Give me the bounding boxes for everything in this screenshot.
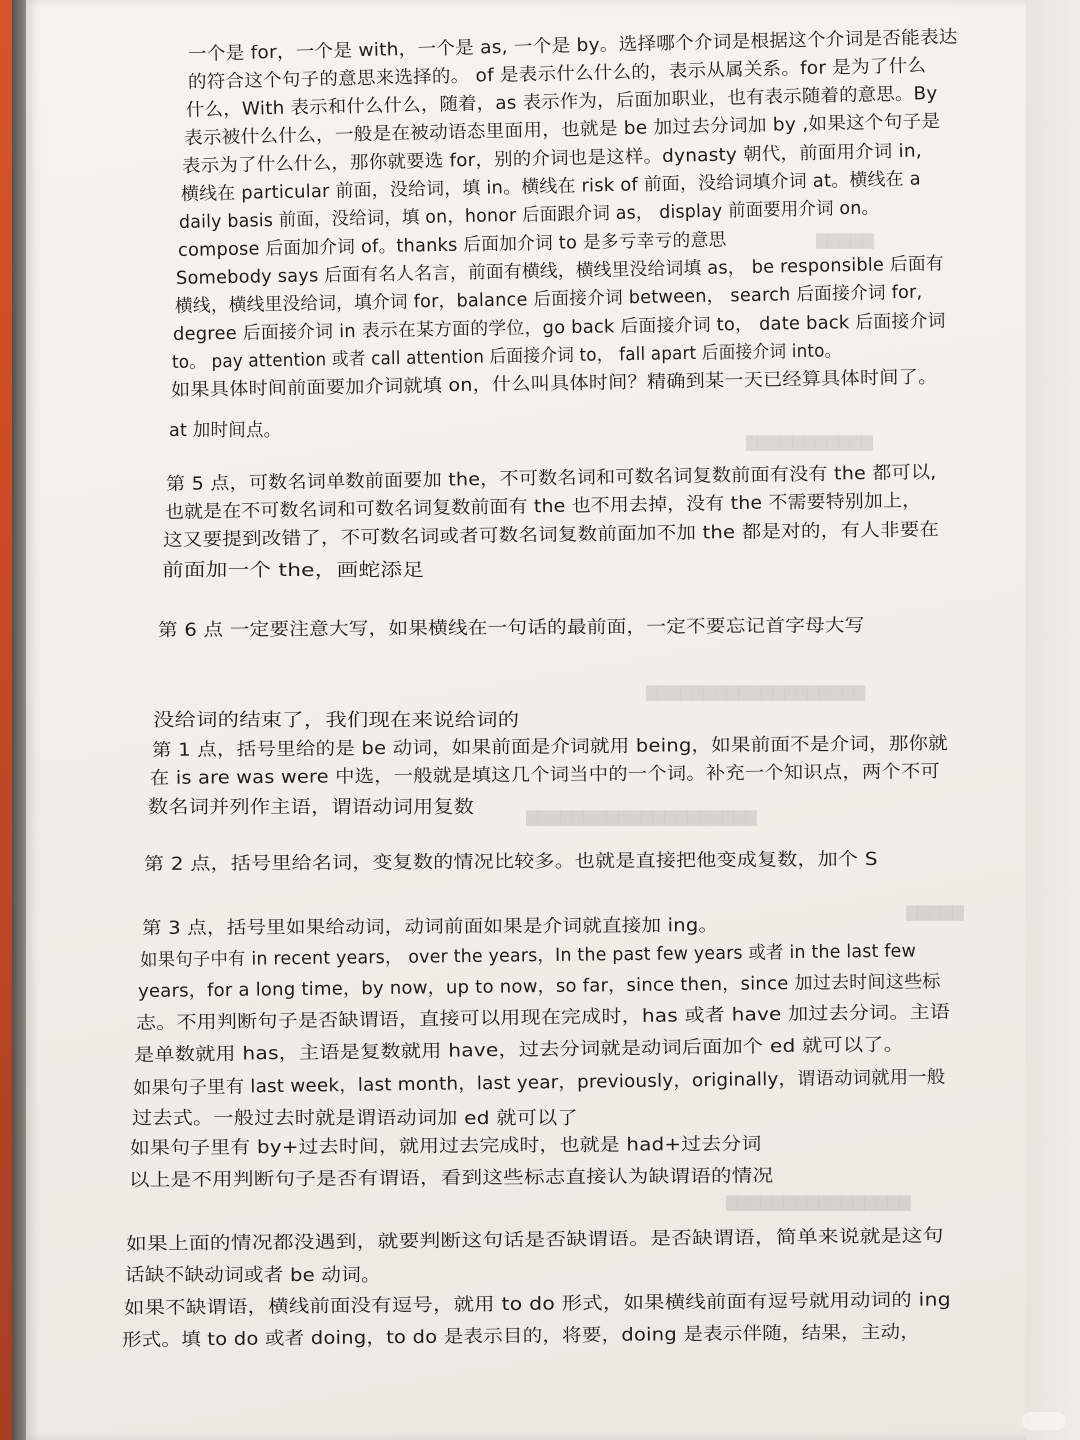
text-line: 第 5 点，可数名词单数前面要加 the，不可数名词和可数名词复数前面有没有 the 都可以, xyxy=(165,461,937,495)
text-line: 这又要提到改错了，不可数名词或者可数名词复数前面加不加 the 都是对的，有人非要在 xyxy=(162,519,940,551)
bleed-through-text: ▇▇▇▇▇ xyxy=(906,903,964,921)
text-line: compose 后面加介词 of。thanks 后面加介词 to 是多亏幸亏的意思 xyxy=(177,229,727,261)
text-line: 话缺不缺动词或者 be 动词。 xyxy=(125,1265,381,1286)
text-line: 如果句子里有 last week，last month，last year，previously，originally，谓语动词就用一般 xyxy=(132,1066,946,1099)
bleed-through-text: ▇▇▇▇▇▇▇▇▇▇▇ xyxy=(746,433,873,451)
text-line: 如果具体时间前面要加介词就填 on，什么叫具体时间？精确到某一天已经算具体时间了。 xyxy=(170,366,938,401)
book-edge-red xyxy=(0,0,12,1440)
book-edge-shadow xyxy=(12,0,26,1440)
text-line: degree 后面接介词 in 表示在某方面的学位，go back 后面接介词 to， date back 后面接介词 xyxy=(172,310,946,345)
text-line: 第 1 点，括号里给的是 be 动词，如果前面是介词就用 being，如果前面不是介词，那你就 xyxy=(151,733,949,761)
text-line: 第 2 点，括号里给名词，变复数的情况比较多。也就是直接把他变成复数，加个 S xyxy=(143,848,878,875)
text-line: 一个是 for，一个是 with，一个是 as, 一个是 by。选择哪个介词是根据这个介词是否能表达 xyxy=(187,26,958,65)
text-line: 第 3 点，括号里如果给动词，动词前面如果是介词就直接加 ing。 xyxy=(141,914,719,939)
bleed-through-text: ▇▇▇▇▇▇▇▇▇▇▇▇▇▇▇▇▇▇▇▇ xyxy=(526,808,757,826)
text-line: 在 is are was were 中选，一般就是填这几个词当中的一个词。补充一个知识点，两个不可 xyxy=(149,761,941,789)
text-line: 前面加一个 the，画蛇添足 xyxy=(162,560,425,581)
background-paper-right xyxy=(1020,0,1080,1440)
text-line: at 加时间点。 xyxy=(169,420,282,441)
text-line: daily basis 前面，没给词，填 on，honor 后面跟介词 as， display 前面要用介词 on。 xyxy=(178,197,880,233)
text-line: 横线，横线里没给词，填介词 for，balance 后面接介词 between， search 后面接介词 for, xyxy=(174,281,923,317)
text-line: 形式。填 to do 或者 doing，to do 是表示目的，将要，doing 是表示伴随，结果，主动， xyxy=(121,1321,921,1351)
text-line: 没给词的结束了，我们现在来说给词的 xyxy=(153,710,520,731)
bleed-through-text: ▇▇▇▇▇▇▇▇▇▇▇▇▇▇▇▇ xyxy=(726,1193,911,1211)
text-line: 的符合这个句子的意思来选择的。 of 是表示什么什么的，表示从属关系。for 是为了什么 xyxy=(187,55,927,93)
text-line: 如果上面的情况都没遇到，就要判断这句话是否缺谓语。是否缺谓语，简单来说就是这句 xyxy=(125,1225,944,1255)
bleed-through-text: ▇▇▇▇▇▇▇▇▇▇▇▇▇▇▇▇▇▇▇ xyxy=(646,683,866,701)
text-line: Somebody says 后面有名人名言，前面有横线，横线里没给词填 as， be responsible 后面有 xyxy=(175,253,945,289)
text-line: years，for a long time，by now，up to now，so far，since then，since 加过去时间这些标 xyxy=(137,971,941,1002)
text-line: 以上是不用判断句子是否有谓语，看到这些标志直接认为缺谓语的情况 xyxy=(128,1165,774,1191)
text-line: 过去式。一般过去时就是谓语动词加 ed 就可以了 xyxy=(132,1108,578,1129)
text-line: 志。不用判断句子是否缺谓语，直接可以用现在完成时，has 或者 have 加过去分词。主语 xyxy=(135,1001,951,1034)
watermark-badge xyxy=(1022,1412,1066,1430)
text-line: 表示被什么什么，一般是在被动语态里面用，也就是 be 加过去分词加 by ,如果这个句子是 xyxy=(183,110,941,149)
text-line: 数名词并列作主语，谓语动词用复数 xyxy=(148,797,475,818)
text-line: 表示为了什么什么，那你就要选 for，别的介词也是这样。dynasty 朝代，前面用介词 in, xyxy=(181,140,923,177)
text-line: 横线在 particular 前面，没给词，填 in。横线在 risk of 前面，没给词填介词 at。横线在 a xyxy=(180,168,922,205)
text-line: 也就是在不可数名词和可数名词复数前面有 the 也不用去掉，没有 the 不需要特别加上， xyxy=(164,490,922,523)
text-line: 如果不缺谓语，横线前面没有逗号，就用 to do 形式，如果横线前面有逗号就用动词的 ing xyxy=(123,1289,951,1319)
book-page xyxy=(26,0,1026,1440)
text-line: 如果句子中有 in recent years， over the years，In the past few years 或者 in the last few xyxy=(139,940,917,971)
text-line: 是单数就用 has，主语是复数就用 have，过去分词就是动词后面加个 ed 就可以了。 xyxy=(133,1034,905,1066)
text-line: 如果句子里有 by+过去时间，就用过去完成时，也就是 had+过去分词 xyxy=(129,1133,762,1159)
text-line: 第 6 点 一定要注意大写，如果横线在一句话的最前面，一定不要忘记首字母大写 xyxy=(157,615,865,641)
bleed-through-text: ▇▇▇▇▇ xyxy=(816,231,874,249)
text-line: 什么，With 表示和什么什么，随着，as 表示作为，后面加职业，也有表示随着的意思。By xyxy=(185,82,938,121)
text-line: to。 pay attention 或者 call attention 后面接介词 to， fall apart 后面接介词 into。 xyxy=(171,340,842,373)
